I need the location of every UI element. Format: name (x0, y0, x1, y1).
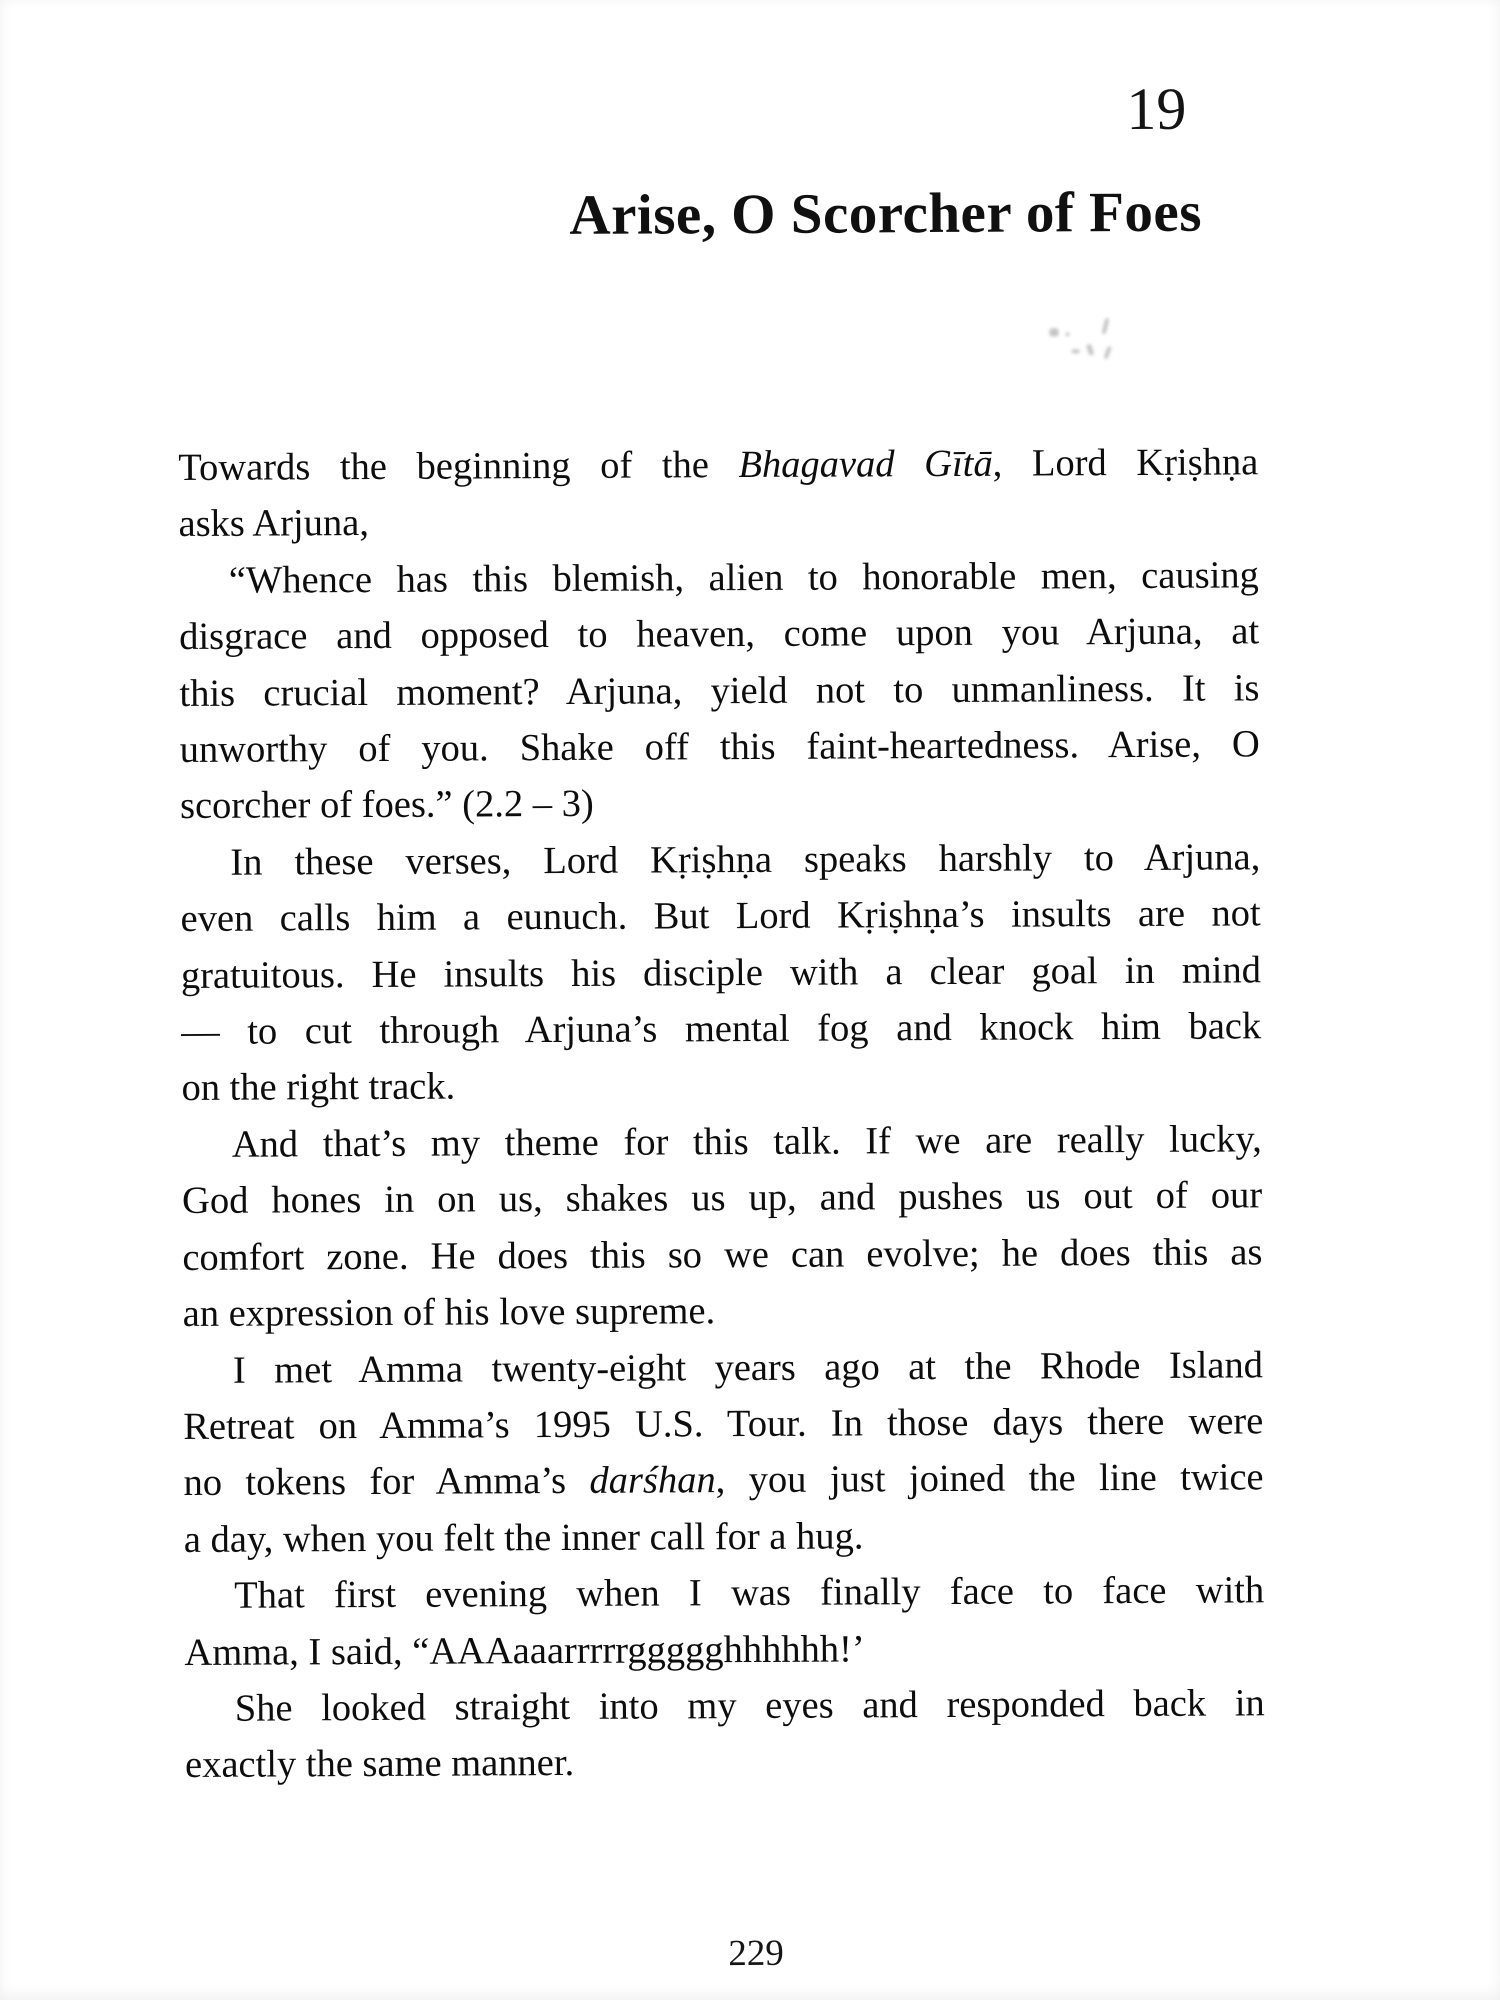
body-line (183, 1280, 1263, 1342)
text-segment: unworthy of you. Shake off this faint-heartedness. Arise, O (179, 723, 1260, 772)
body-line (182, 1224, 1262, 1286)
text-segment: exactly the same manner. (184, 1742, 575, 1787)
body-line (184, 1562, 1264, 1624)
body-line (184, 1506, 1264, 1568)
text-segment: even calls him a eunuch. But Lord Kṛiṣhṇa’s insults are not (180, 892, 1261, 941)
body-line (180, 886, 1260, 948)
body-line (181, 1055, 1261, 1117)
text-segment: a day, when you felt the inner call for a hug. (183, 1515, 864, 1561)
text-segment: , you just joined the line twice (715, 1456, 1264, 1502)
text-segment: Retreat on Amma’s 1995 U.S. Tour. In those days there were (183, 1400, 1264, 1448)
body-line (182, 1111, 1262, 1173)
text-segment: on the right track. (181, 1066, 456, 1110)
body-line (182, 1168, 1262, 1230)
text-segment: darśhan (589, 1459, 716, 1503)
body-line (185, 1732, 1265, 1794)
text-segment: Towards the beginning of the (178, 444, 739, 489)
page-number: 229 (728, 1932, 784, 1975)
text-segment: And that’s my theme for this talk. If we are really lucky, (231, 1118, 1262, 1166)
chapter-title: Arise, O Scorcher of Foes (569, 180, 1203, 247)
body-line (185, 1675, 1265, 1737)
body-line (179, 660, 1259, 722)
ink-smudge (1025, 316, 1120, 364)
body-line (180, 716, 1260, 778)
text-segment: Bhagavad Gītā (738, 442, 993, 487)
text-segment: That first evening when I was finally face to face with (234, 1569, 1265, 1617)
text-segment: God hones in on us, shakes us up, and pushes us out of our (181, 1174, 1263, 1223)
text-segment: scorcher of foes.” (2.2 – 3) (179, 783, 594, 828)
body-line (183, 1450, 1263, 1512)
text-segment: In these verses, Lord Kṛiṣhṇa speaks harshly to Arjuna, (230, 836, 1261, 884)
text-segment: this crucial moment? Arjuna, yield not to unmanliness. It is (179, 666, 1260, 715)
body-line (180, 773, 1260, 835)
text-segment: I met Amma twenty-eight years ago at the Rhode Island (232, 1343, 1264, 1392)
text-segment: Amma, I said, “AAAaaarrrrrggggghhhhhh!’ (184, 1627, 865, 1674)
text-segment: asks Arjuna, (178, 502, 370, 546)
text-segment: comfort zone. He does this so we can evolve; he does this as (182, 1231, 1263, 1279)
body-line (180, 829, 1260, 891)
text-segment: , Lord Kṛiṣhṇa (992, 441, 1259, 485)
body-line (183, 1337, 1263, 1399)
text-segment: an expression of his love supreme. (182, 1290, 716, 1336)
text-segment: — to cut through Arjuna’s mental fog and knock him back (181, 1005, 1262, 1054)
body-line (179, 547, 1259, 609)
body-line (181, 942, 1261, 1004)
text-segment: no tokens for Amma’s (183, 1460, 590, 1505)
text-segment: disgrace and opposed to heaven, come upon you Arjuna, at (179, 610, 1260, 659)
body-line (184, 1619, 1264, 1681)
body-line (178, 434, 1258, 496)
text-segment: gratuitous. He insults his disciple with a clear goal in mind (180, 948, 1262, 997)
body-line (179, 604, 1259, 666)
body-line (178, 491, 1258, 553)
body-text (178, 434, 1265, 1793)
body-line (183, 1393, 1263, 1455)
body-line (181, 998, 1261, 1060)
chapter-number: 19 (1126, 75, 1187, 143)
text-segment: She looked straight into my eyes and responded back in (234, 1682, 1265, 1730)
text-segment: “Whence has this blemish, alien to honorable men, causing (228, 554, 1259, 602)
